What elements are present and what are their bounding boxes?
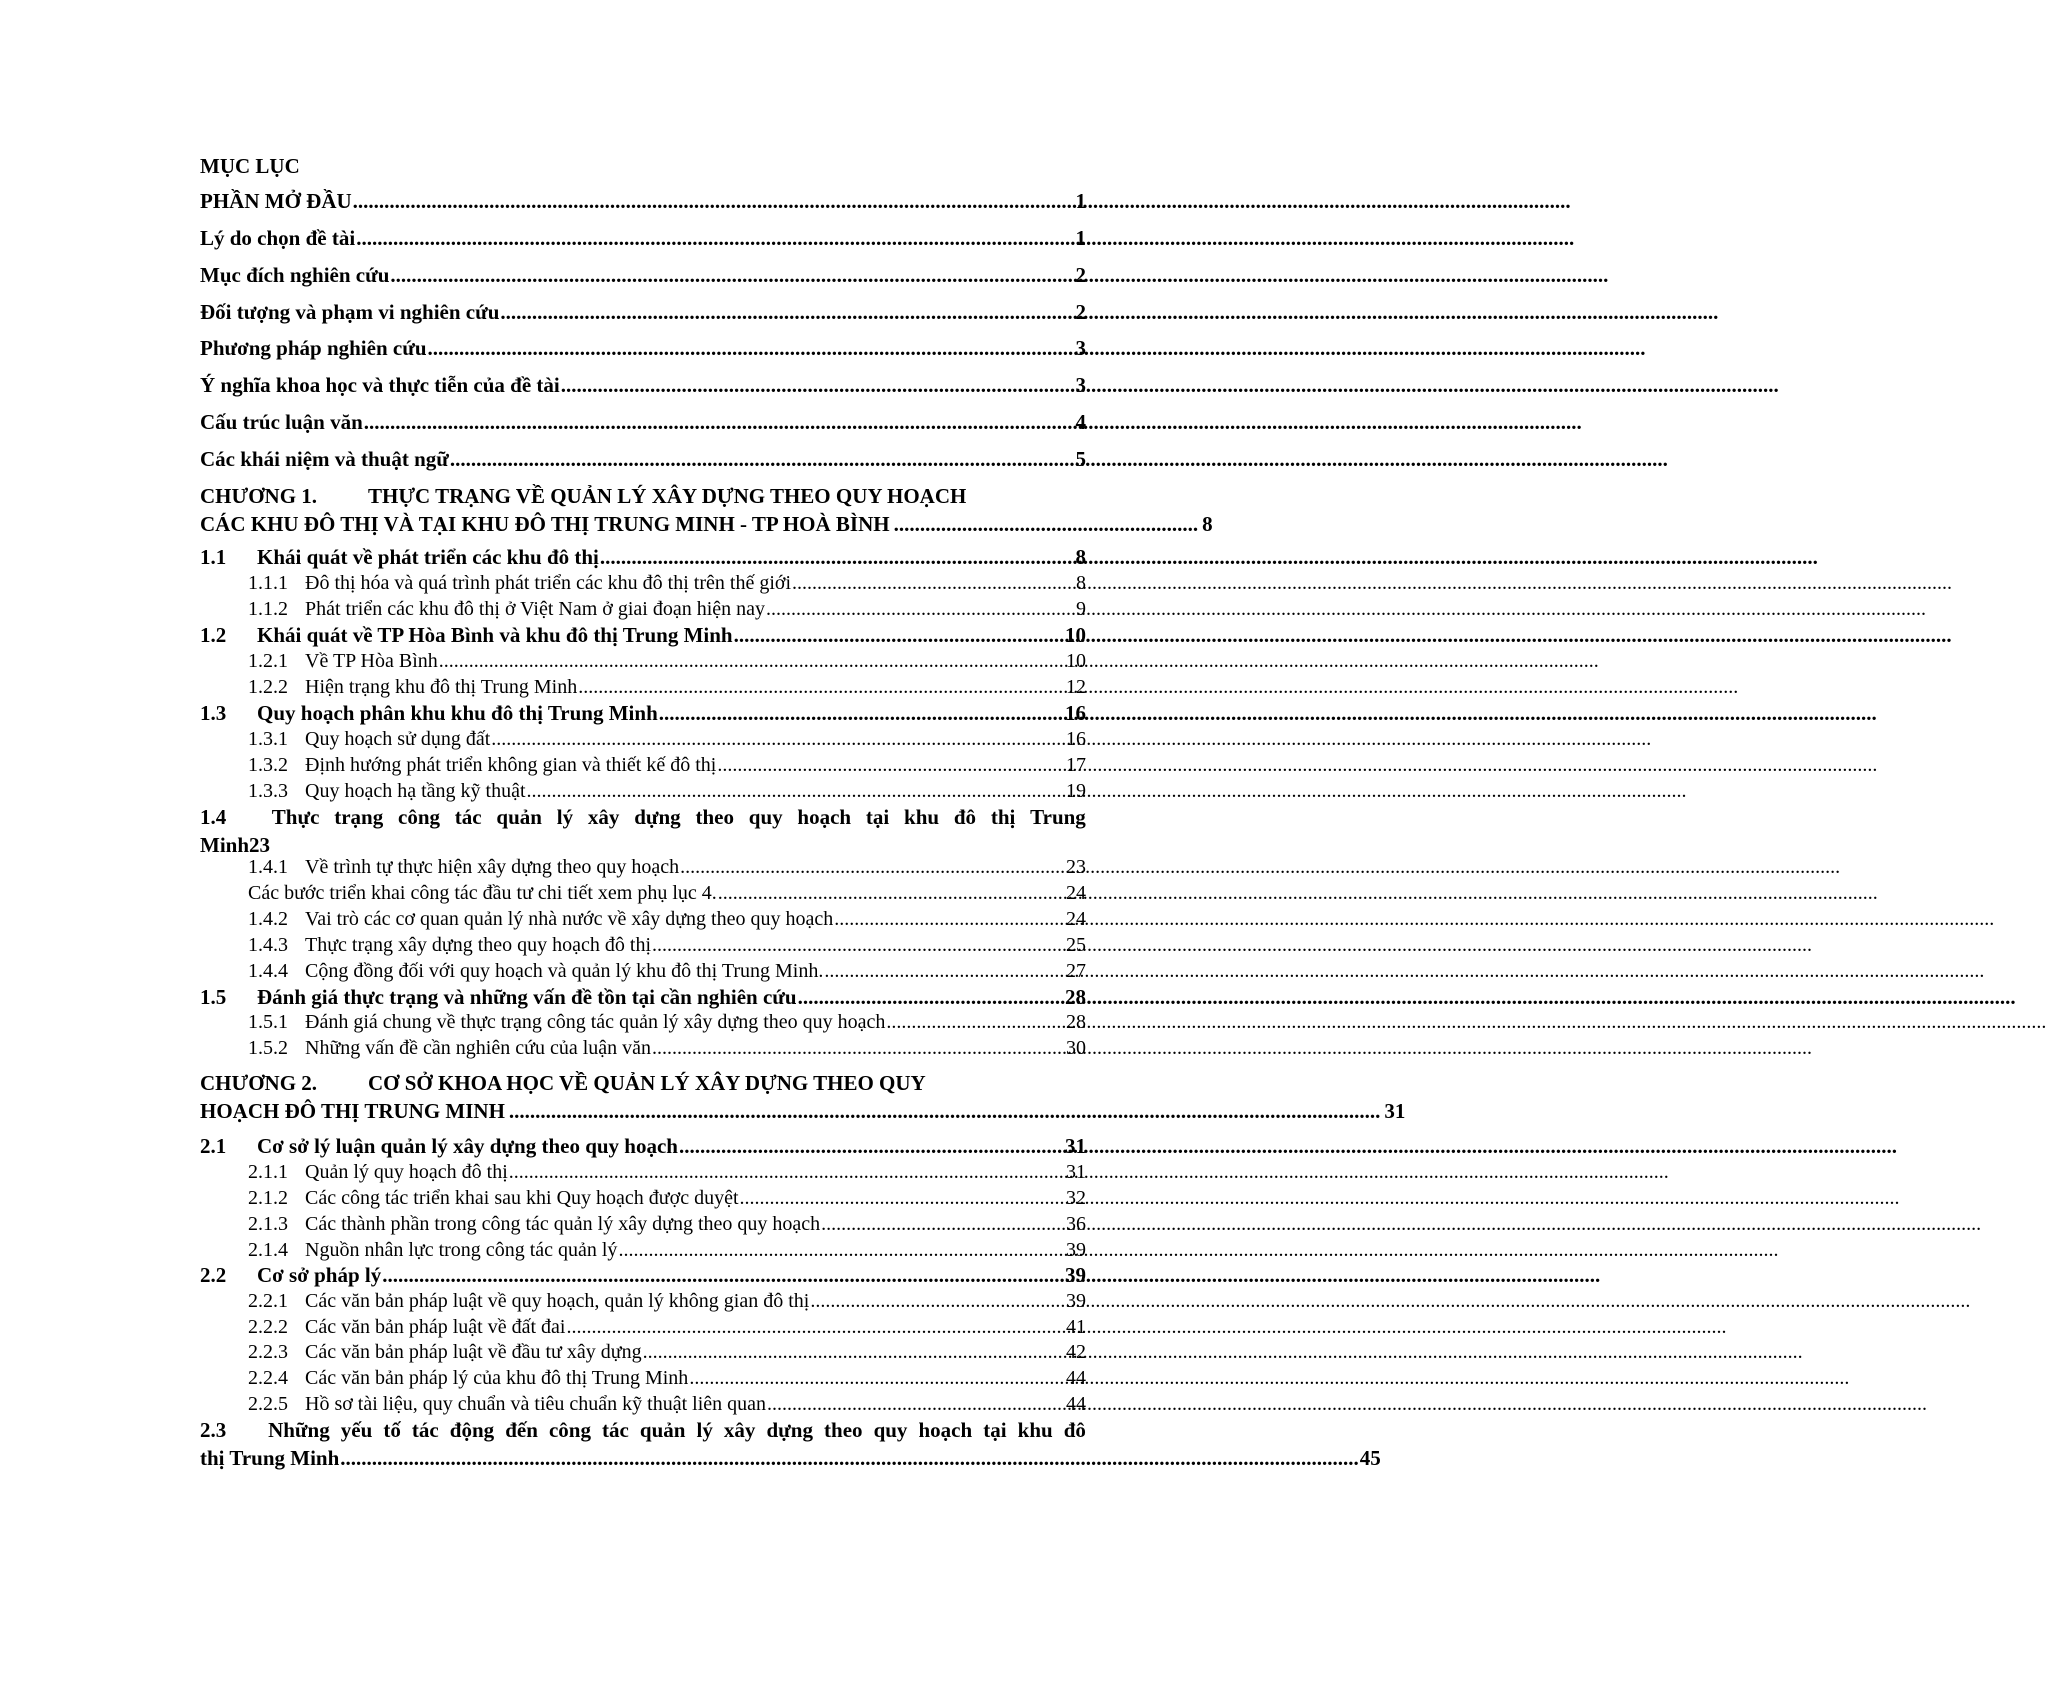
- chapter-title-line2: CÁC KHU ĐÔ THỊ VÀ TẠI KHU ĐÔ THỊ TRUNG MINH - TP HOÀ BÌNH: [200, 512, 890, 536]
- section-number: 1.3: [200, 701, 227, 725]
- leader-dots: [578, 676, 1065, 699]
- leader-dots: [767, 1393, 1065, 1416]
- entry-page: 31: [1066, 1161, 1086, 1183]
- chapter-title-line2: HOẠCH ĐÔ THỊ TRUNG MINH: [200, 1099, 505, 1123]
- entry-page: 1: [1075, 189, 1086, 213]
- leader-dots: [766, 598, 1075, 621]
- section-number: 2.1.2: [248, 1187, 288, 1209]
- entry-text: Đô thị hóa và quá trình phát triển các khu đô thị trên thế giới: [305, 572, 792, 594]
- toc-subsection-1-1-2[interactable]: [248, 598, 1086, 621]
- section-title-line1: [200, 1418, 1086, 1446]
- entry-text: Đánh giá thực trạng và những vấn đề tồn tại cần nghiên cứu: [257, 985, 797, 1009]
- leader-dots: [680, 856, 1065, 879]
- entry-text: Cộng đồng đối với quy hoạch và quản lý khu đô thị Trung Minh.: [305, 960, 824, 982]
- section-number: 2.1.3: [248, 1213, 288, 1235]
- title-word: xây: [723, 1418, 756, 1442]
- section-title-line2: thị Trung Minh: [200, 1446, 340, 1470]
- toc-subsection-2-2-5[interactable]: [248, 1393, 1086, 1416]
- toc-chapter-2[interactable]: [200, 1071, 1406, 1127]
- title-word: hoạch: [918, 1418, 973, 1442]
- leader-dots: ......................................................................................................................................................................: [508, 1099, 1381, 1123]
- entry-page: 16: [1066, 728, 1086, 750]
- title-word: động: [449, 1418, 495, 1442]
- entry-page: 30: [1066, 1037, 1086, 1059]
- leader-dots: [659, 701, 1064, 726]
- toc-subsection-2-2-4[interactable]: [248, 1367, 1086, 1390]
- entry-page: 31: [1384, 1099, 1406, 1123]
- title-word: Những: [268, 1418, 330, 1442]
- entry-text: Các văn bản pháp lý của khu đô thị Trung Minh: [305, 1367, 689, 1389]
- leader-dots: ..................................................................................................................................................................................................: [340, 1446, 1359, 1470]
- toc-subsection-2-2-2[interactable]: [248, 1316, 1086, 1339]
- entry-text: Định hướng phát triển không gian và thiết kế đô thị: [305, 754, 717, 776]
- toc-section-2-1[interactable]: [200, 1134, 1086, 1159]
- entry-text: Thực trạng xây dựng theo quy hoạch đô thị: [305, 934, 652, 956]
- toc-entry-method[interactable]: [200, 336, 1086, 361]
- leader-dots: [718, 882, 1065, 905]
- title-word: tại: [983, 1418, 1007, 1442]
- chapter-label: CHƯƠNG 2.: [200, 1071, 318, 1095]
- section-title-line2: Minh23: [200, 833, 271, 857]
- leader-dots: [500, 300, 1074, 325]
- entry-page: 19: [1066, 780, 1086, 802]
- toc-subsection-1-5-1[interactable]: [248, 1011, 1086, 1034]
- entry-page: 17: [1066, 754, 1086, 776]
- section-number: 1.5.1: [248, 1011, 288, 1033]
- title-word: Trung: [1030, 805, 1086, 829]
- entry-page: 16: [1065, 701, 1086, 725]
- entry-text: Vai trò các cơ quan quản lý nhà nước về xây dựng theo quy hoạch: [305, 908, 834, 930]
- entry-page: 44: [1066, 1367, 1086, 1389]
- section-number: 1.5: [200, 985, 227, 1009]
- title-word: dựng: [634, 805, 681, 829]
- entry-page: 3: [1075, 336, 1086, 360]
- section-title-line1: [200, 805, 1086, 833]
- section-number: 1.4: [200, 805, 227, 829]
- section-number: 2.2.4: [248, 1367, 288, 1389]
- entry-page: 3: [1075, 373, 1086, 397]
- section-number: 2.3: [200, 1418, 227, 1442]
- section-number: 1.2.2: [248, 676, 288, 698]
- toc-subsection-2-1-3[interactable]: [248, 1213, 1086, 1236]
- title-word: quản: [639, 1418, 686, 1442]
- leader-dots: [509, 1161, 1065, 1184]
- entry-page: 32: [1066, 1187, 1086, 1209]
- section-number: 1.5.2: [248, 1037, 288, 1059]
- section-number: 2.2.3: [248, 1341, 288, 1363]
- entry-text: Khái quát về TP Hòa Bình và khu đô thị Trung Minh: [257, 623, 733, 647]
- entry-text: Các văn bản pháp luật về quy hoạch, quản lý không gian đô thị: [305, 1290, 810, 1312]
- leader-dots: [428, 336, 1075, 361]
- chapter-label: CHƯƠNG 1.: [200, 484, 318, 508]
- toc-subsection-1-3-1[interactable]: [248, 728, 1086, 751]
- toc-subsection-2-1-1[interactable]: [248, 1161, 1086, 1184]
- entry-page: 42: [1066, 1341, 1086, 1363]
- entry-text: Các thành phần trong công tác quản lý xây dựng theo quy hoạch: [305, 1213, 821, 1235]
- entry-page: 9: [1076, 598, 1086, 620]
- toc-subsection-2-1-2[interactable]: [248, 1187, 1086, 1210]
- leader-dots: [689, 1367, 1065, 1390]
- leader-dots: [652, 934, 1065, 957]
- entry-page: 45: [1359, 1446, 1381, 1470]
- title-word: theo: [695, 805, 734, 829]
- leader-dots: [364, 410, 1075, 435]
- entry-page: 10: [1066, 650, 1086, 672]
- title-word: quy: [873, 1418, 908, 1442]
- entry-text: Cơ sở lý luận quản lý xây dựng theo quy hoạch: [257, 1134, 678, 1158]
- toc-subsection-2-2-3[interactable]: [248, 1341, 1086, 1364]
- leader-dots: [740, 1187, 1065, 1210]
- toc-section-1-2[interactable]: [200, 623, 1086, 648]
- toc-entry-structure[interactable]: [200, 410, 1086, 435]
- section-number: 1.4.1: [248, 856, 288, 878]
- entry-page: 36: [1066, 1213, 1086, 1235]
- entry-text: Đối tượng và phạm vi nghiên cứu: [200, 300, 500, 324]
- entry-page: 28: [1065, 985, 1086, 1009]
- section-number: 1.4.2: [248, 908, 288, 930]
- entry-text: Các khái niệm và thuật ngữ: [200, 447, 449, 471]
- toc-subsection-1-5-2[interactable]: [248, 1037, 1086, 1060]
- leader-dots: [600, 545, 1075, 570]
- leader-dots: [491, 728, 1065, 751]
- leader-dots: [390, 263, 1074, 288]
- section-number: 2.2: [200, 1263, 227, 1287]
- entry-page: 41: [1066, 1316, 1086, 1338]
- entry-page: 39: [1065, 1263, 1086, 1287]
- title-word: quy: [748, 805, 783, 829]
- toc-entry-purpose[interactable]: [200, 263, 1086, 288]
- entry-text: PHẦN MỞ ĐẦU: [200, 189, 352, 213]
- title-word: tác: [602, 1418, 629, 1442]
- entry-text: Các bước triển khai công tác đầu tư chi tiết xem phụ lục 4.: [248, 882, 717, 904]
- toc-subsection-1-4-1[interactable]: [248, 856, 1086, 879]
- leader-dots: [734, 623, 1064, 648]
- title-word: khu: [904, 805, 940, 829]
- entry-text: Quy hoạch phân khu khu đô thị Trung Minh: [257, 701, 658, 725]
- toc-subsection-1-2-2[interactable]: [248, 676, 1086, 699]
- toc-section-1-1[interactable]: [200, 545, 1086, 570]
- entry-page: 8: [1202, 512, 1213, 536]
- toc-subsection-1-3-2[interactable]: [248, 754, 1086, 777]
- leader-dots: [652, 1037, 1065, 1060]
- entry-page: 8: [1076, 572, 1086, 594]
- chapter-title-line1: CƠ SỞ KHOA HỌC VỀ QUẢN LÝ XÂY DỰNG THEO QUY: [368, 1071, 926, 1095]
- entry-text: Nguồn nhân lực trong công tác quản lý: [305, 1239, 618, 1261]
- section-number: 1.2.1: [248, 650, 288, 672]
- leader-dots: [643, 1341, 1065, 1364]
- toc-chapter-1[interactable]: [200, 484, 1213, 540]
- title-word: tác: [454, 805, 482, 829]
- entry-text: Quy hoạch hạ tầng kỹ thuật: [305, 780, 526, 802]
- section-number: 1.3.1: [248, 728, 288, 750]
- toc-subsection-2-2-1[interactable]: [248, 1290, 1086, 1313]
- entry-page: 39: [1066, 1239, 1086, 1261]
- title-word: đô: [1063, 1418, 1086, 1442]
- entry-page: 8: [1075, 545, 1086, 569]
- title-word: tác: [411, 1418, 439, 1442]
- entry-text: Hồ sơ tài liệu, quy chuẩn và tiêu chuẩn kỹ thuật liên quan: [305, 1393, 767, 1415]
- entry-text: Về TP Hòa Bình: [305, 650, 438, 672]
- toc-entry-significance[interactable]: [200, 373, 1086, 398]
- title-word: thị: [990, 805, 1016, 829]
- leader-dots: [834, 908, 1065, 931]
- entry-page: 4: [1075, 410, 1086, 434]
- title-word: Thực: [271, 805, 320, 829]
- toc-subsection-1-3-3[interactable]: [248, 780, 1086, 803]
- entry-text: Lý do chọn đề tài: [200, 226, 356, 250]
- entry-page: 5: [1075, 447, 1086, 471]
- entry-page: 24: [1066, 908, 1086, 930]
- section-number: 2.2.1: [248, 1290, 288, 1312]
- section-number: 1.4.3: [248, 934, 288, 956]
- entry-text: Quy hoạch sử dụng đất: [305, 728, 491, 750]
- leader-dots: [450, 447, 1075, 472]
- entry-text: Ý nghĩa khoa học và thực tiễn của đề tài: [200, 373, 560, 397]
- section-number: 1.1.2: [248, 598, 288, 620]
- leader-dots: [356, 226, 1074, 251]
- toc-section-1-5[interactable]: [200, 985, 1086, 1010]
- entry-page: 25: [1066, 934, 1086, 956]
- leader-dots: [798, 985, 1064, 1010]
- leader-dots: [382, 1263, 1064, 1288]
- toc-entry-reason[interactable]: [200, 226, 1086, 251]
- leader-dots: [527, 780, 1066, 803]
- toc-section-1-4[interactable]: [200, 805, 1086, 858]
- toc-subsection-1-4-4[interactable]: [248, 960, 1086, 983]
- section-number: 1.3.3: [248, 780, 288, 802]
- entry-page: 39: [1066, 1290, 1086, 1312]
- leader-dots: [792, 572, 1075, 595]
- toc-entry-terms[interactable]: [200, 447, 1086, 472]
- leader-dots: [717, 754, 1065, 777]
- title-word: công: [548, 1418, 591, 1442]
- toc-subsection-1-4-2[interactable]: [248, 908, 1086, 931]
- leader-dots: [679, 1134, 1064, 1159]
- title-word: tại: [865, 805, 890, 829]
- entry-text: Về trình tự thực hiện xây dựng theo quy hoạch: [305, 856, 680, 878]
- leader-dots: [439, 650, 1065, 673]
- section-number: 1.3.2: [248, 754, 288, 776]
- entry-page: 2: [1075, 263, 1086, 287]
- entry-page: 44: [1066, 1393, 1086, 1415]
- title-word: quản: [496, 805, 542, 829]
- section-number: 1.1.1: [248, 572, 288, 594]
- entry-page: 10: [1065, 623, 1086, 647]
- title-word: hoạch: [797, 805, 852, 829]
- leader-dots: [886, 1011, 1065, 1034]
- entry-page: 31: [1065, 1134, 1086, 1158]
- entry-text: Phương pháp nghiên cứu: [200, 336, 427, 360]
- entry-page: 24: [1066, 882, 1086, 904]
- entry-text: Cấu trúc luận văn: [200, 410, 363, 434]
- section-number: 1.2: [200, 623, 227, 647]
- entry-text: Đánh giá chung về thực trạng công tác quản lý xây dựng theo quy hoạch: [305, 1011, 886, 1033]
- entry-text: Những vấn đề cần nghiên cứu của luận văn: [305, 1037, 652, 1059]
- chapter-title-line1: THỰC TRẠNG VỀ QUẢN LÝ XÂY DỰNG THEO QUY HOẠCH: [368, 484, 967, 508]
- section-number: 2.1: [200, 1134, 227, 1158]
- toc-entry-scope[interactable]: [200, 300, 1086, 325]
- toc-entry-investment-steps[interactable]: [248, 882, 1086, 905]
- title-word: yếu: [340, 1418, 373, 1442]
- entry-page: 12: [1066, 676, 1086, 698]
- toc-subsection-1-2-1[interactable]: [248, 650, 1086, 673]
- entry-text: Khái quát về phát triển các khu đô thị: [257, 545, 599, 569]
- toc-subsection-1-4-3[interactable]: [248, 934, 1086, 957]
- title-word: xây: [587, 805, 620, 829]
- title-word: trạng: [334, 805, 384, 829]
- entry-text: Quản lý quy hoạch đô thị: [305, 1161, 508, 1183]
- title-word: công: [398, 805, 440, 829]
- title-word: khu: [1017, 1418, 1053, 1442]
- title-word: lý: [696, 1418, 713, 1442]
- section-number: 1.1: [200, 545, 227, 569]
- toc-subsection-1-1-1[interactable]: [248, 572, 1086, 595]
- leader-dots: [810, 1290, 1065, 1313]
- section-number: 2.2.2: [248, 1316, 288, 1338]
- toc-subsection-2-1-4[interactable]: [248, 1239, 1086, 1262]
- entry-page: 27: [1066, 960, 1086, 982]
- title-word: đến: [505, 1418, 538, 1442]
- toc-title: MỤC LỤC: [200, 154, 300, 178]
- title-word: theo: [824, 1418, 863, 1442]
- title-word: tố: [383, 1418, 401, 1442]
- title-word: đô: [953, 805, 977, 829]
- title-word: dựng: [766, 1418, 813, 1442]
- entry-text: Hiện trạng khu đô thị Trung Minh: [305, 676, 578, 698]
- toc-section-2-3[interactable]: [200, 1418, 1381, 1471]
- leader-dots: [824, 960, 1065, 983]
- title-word: lý: [556, 805, 574, 829]
- section-number: 2.1.1: [248, 1161, 288, 1183]
- entry-text: Các văn bản pháp luật về đầu tư xây dựng: [305, 1341, 642, 1363]
- entry-text: Mục đích nghiên cứu: [200, 263, 390, 287]
- toc-entry-intro[interactable]: [200, 189, 1086, 214]
- leader-dots: [618, 1239, 1065, 1262]
- entry-text: Cơ sở pháp lý: [257, 1263, 382, 1287]
- entry-page: 23: [1066, 856, 1086, 878]
- leader-dots: [821, 1213, 1065, 1236]
- entry-text: Các công tác triển khai sau khi Quy hoạch được duyệt: [305, 1187, 739, 1209]
- leader-dots: ..........................................................: [893, 512, 1199, 536]
- leader-dots: [561, 373, 1075, 398]
- section-number: 2.2.5: [248, 1393, 288, 1415]
- entry-page: 2: [1075, 300, 1086, 324]
- section-title-line2-row: [200, 1446, 1381, 1471]
- leader-dots: [353, 189, 1075, 214]
- entry-page: 1: [1075, 226, 1086, 250]
- entry-page: 28: [1066, 1011, 1086, 1033]
- entry-text: Phát triển các khu đô thị ở Việt Nam ở giai đoạn hiện nay: [305, 598, 766, 620]
- section-number: 2.1.4: [248, 1239, 288, 1261]
- leader-dots: [566, 1316, 1065, 1339]
- toc-section-2-2[interactable]: [200, 1263, 1086, 1288]
- section-number: 1.4.4: [248, 960, 288, 982]
- toc-section-1-3[interactable]: [200, 701, 1086, 726]
- entry-text: Các văn bản pháp luật về đất đai: [305, 1316, 566, 1338]
